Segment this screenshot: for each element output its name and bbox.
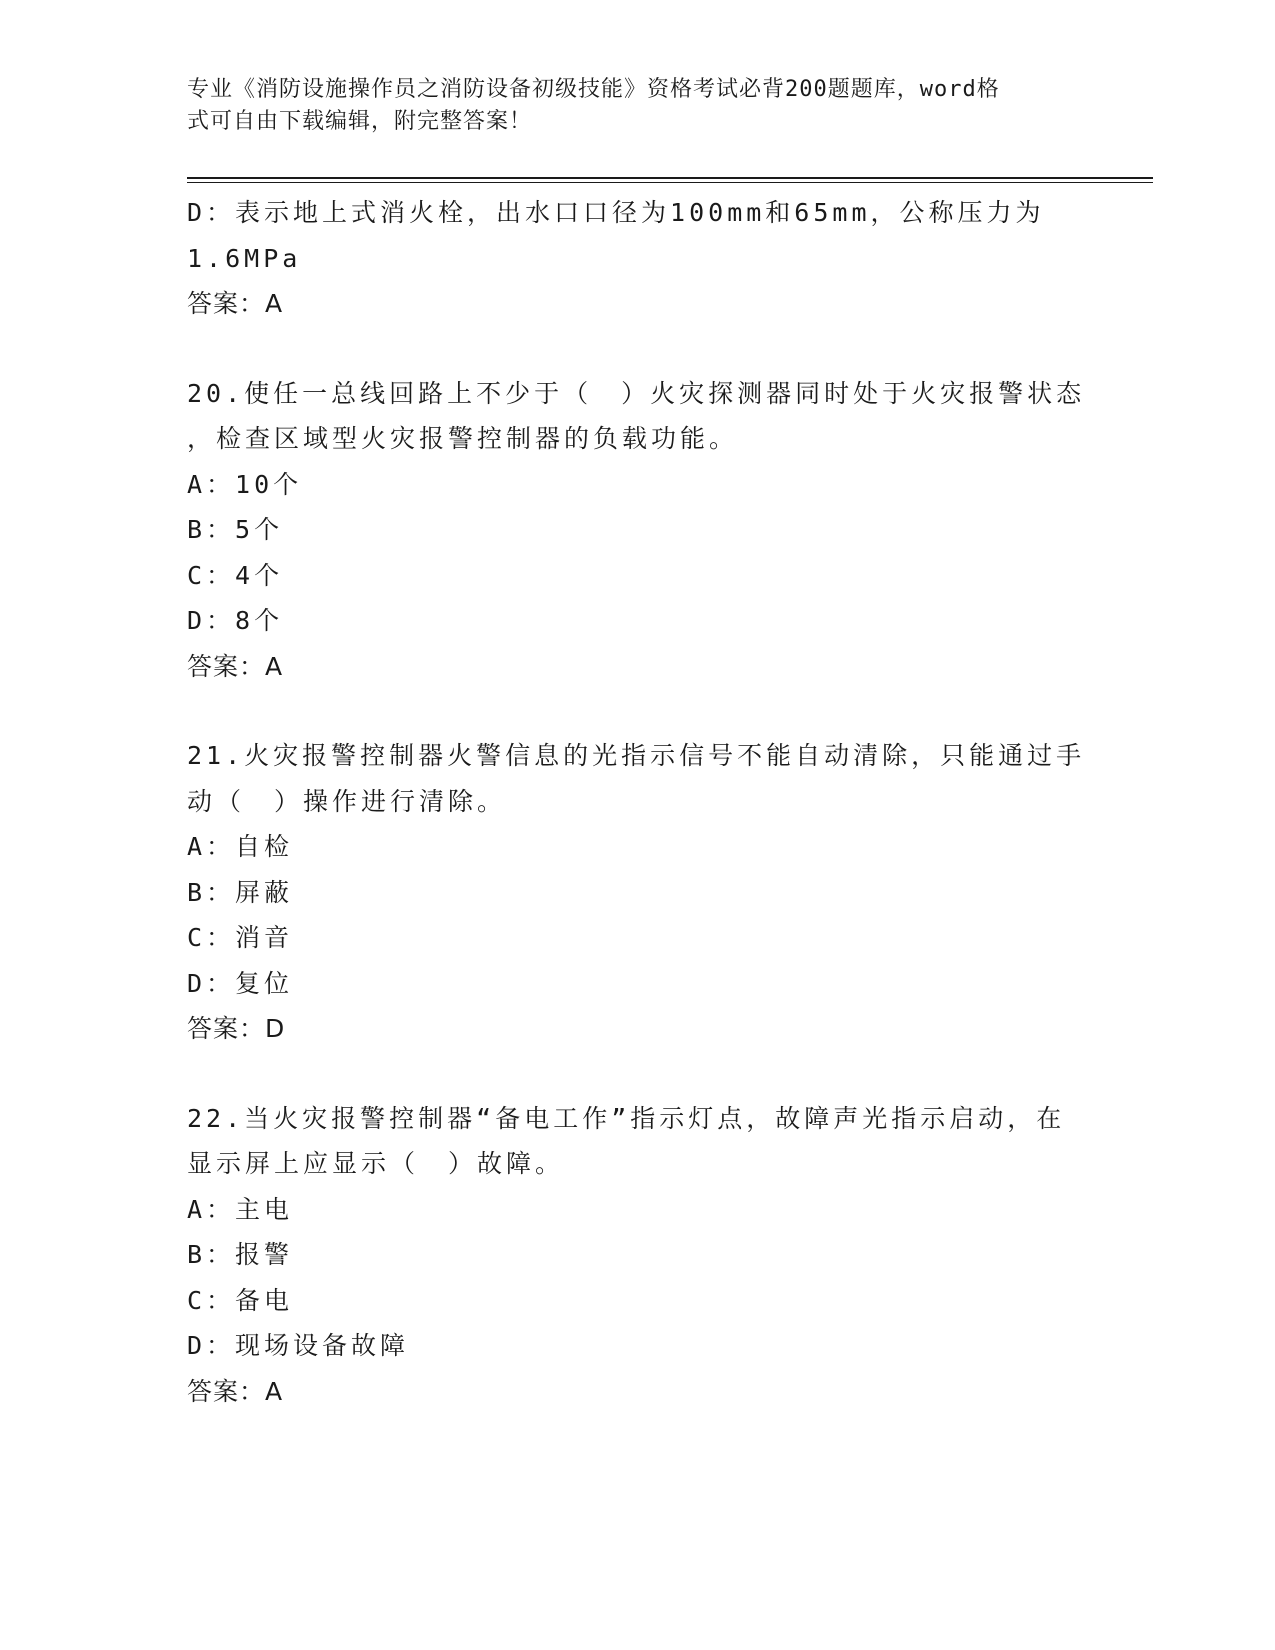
question-21 <box>187 733 1087 1052</box>
header-divider-thin <box>187 182 1153 183</box>
option-d: D：现场设备故障 <box>187 1331 410 1360</box>
option-d: D：8个 <box>187 606 284 635</box>
answer-line: 答案：A <box>187 1376 284 1406</box>
answer-line: 答案：A <box>187 289 284 318</box>
option-c: C：4个 <box>187 560 284 590</box>
question-stem-line-1: 22.当火灾报警控制器“备电工作”指示灯点，故障声光指示启动，在 <box>187 1103 1066 1133</box>
option-a: A：主电 <box>187 1194 294 1224</box>
option-d-line-2: 1.6MPa <box>187 243 302 273</box>
option-a: A：自检 <box>187 832 294 861</box>
header-line-2: 式可自由下载编辑，附完整答案！ <box>187 109 533 134</box>
question-22 <box>187 1096 1087 1415</box>
option-a: A：10个 <box>187 469 303 499</box>
option-d-line-1: D：表示地上式消火栓，出水口口径为100mm和65mm，公称压力为 <box>187 198 1045 227</box>
question-stem-line-2: ，检查区域型火灾报警控制器的负载功能。 <box>187 424 739 453</box>
header-line-1: 专业《消防设施操作员之消防设备初级技能》资格考试必背200题题库，word格 <box>187 77 1000 102</box>
header-divider-thick <box>187 177 1153 179</box>
document-header <box>187 74 1067 138</box>
option-d: D：复位 <box>187 968 294 998</box>
question-stem-line-1: 20.使任一总线回路上不少于（ ）火灾探测器同时处于火灾报警状态 <box>187 378 1086 408</box>
option-b: B：5个 <box>187 515 284 544</box>
previous-question-tail <box>187 190 1087 327</box>
answer-line: 答案：D <box>187 1014 286 1043</box>
option-b: B：报警 <box>187 1240 294 1269</box>
question-stem-line-2: 显示屏上应显示（ ）故障。 <box>187 1149 565 1178</box>
question-20 <box>187 371 1087 690</box>
question-stem-line-2: 动（ ）操作进行清除。 <box>187 786 507 816</box>
question-list <box>187 190 1087 1414</box>
answer-line: 答案：A <box>187 651 284 681</box>
option-b: B：屏蔽 <box>187 877 294 907</box>
option-c: C：备电 <box>187 1285 294 1315</box>
question-stem-line-1: 21.火灾报警控制器火警信息的光指示信号不能自动清除，只能通过手 <box>187 741 1086 770</box>
option-c: C：消音 <box>187 923 294 952</box>
